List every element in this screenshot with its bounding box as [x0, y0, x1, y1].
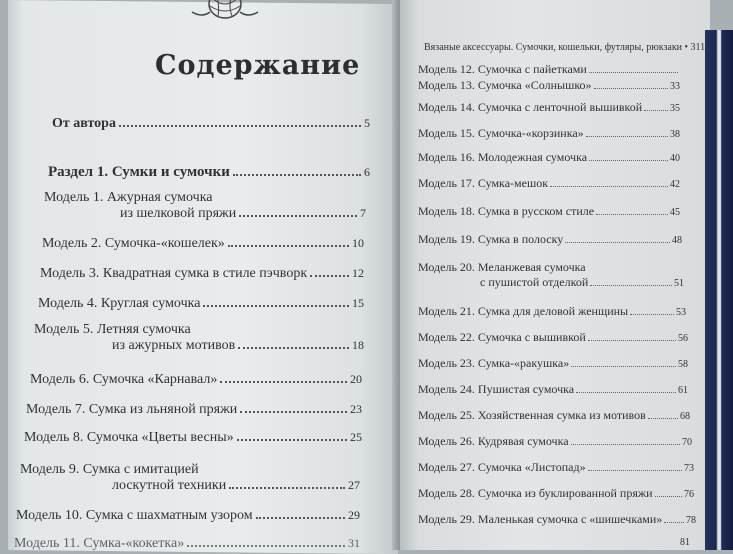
toc-label: Модель 25. Хозяйственная сумка из мотивов — [418, 408, 646, 422]
running-header: Вязаные аксессуары. Сумочки, кошельки, футляры, рюкзаки • 311 — [424, 42, 706, 53]
toc-entry — [38, 296, 364, 312]
toc-page: 12 — [352, 266, 364, 280]
toc-entry — [418, 176, 680, 191]
toc-page: 61 — [678, 385, 688, 396]
toc-label: Модель 3. Квадратная сумка в стиле пэчворк — [40, 266, 308, 281]
toc-page: 35 — [670, 103, 680, 114]
toc-page-trailing — [640, 534, 690, 549]
toc-label: Модель 5. Летняя сумочка — [34, 322, 191, 337]
toc-label: Модель 15. Сумочка-«корзинка» — [418, 126, 584, 140]
toc-page: 58 — [678, 359, 688, 370]
toc-entry — [48, 164, 370, 181]
book-cover-edge — [705, 30, 733, 550]
toc-entry — [418, 408, 690, 423]
toc-label: Модель 27. Сумочка «Листопад» — [418, 460, 586, 474]
toc-label: Модель 11. Сумка-«кокетка» — [14, 536, 185, 551]
toc-entry — [418, 78, 680, 93]
toc-label: Модель 7. Сумка из льняной пряжи — [26, 402, 238, 417]
toc-entry — [418, 330, 688, 345]
toc-label: Модель 13. Сумочка «Солнышко» — [418, 78, 592, 92]
yarn-ball-ornament-icon — [190, 0, 260, 20]
toc-page: 45 — [670, 207, 680, 218]
toc-label: Модель 4. Круглая сумочка — [38, 296, 201, 311]
toc-label-cont: из ажурных мотивов — [112, 338, 236, 353]
toc-page: 5 — [364, 116, 370, 130]
toc-label: Модель 16. Молодежная сумочка — [418, 150, 588, 164]
toc-entry — [34, 322, 364, 354]
toc-label: Модель 9. Сумка с имитацией — [20, 462, 199, 477]
toc-page: 15 — [352, 296, 364, 310]
toc-entry — [26, 402, 362, 418]
toc-page: 7 — [360, 206, 366, 220]
toc-entry — [40, 266, 364, 282]
toc-label: Модель 26. Кудрявая сумочка — [418, 434, 569, 448]
toc-page: 33 — [670, 81, 680, 92]
toc-label: Модель 17. Сумка-мешок — [418, 176, 549, 190]
toc-entry — [16, 508, 360, 524]
toc-label: Модель 10. Сумка с шахматным узором — [16, 508, 253, 523]
toc-entry — [42, 236, 364, 252]
toc-entry — [44, 190, 366, 222]
toc-entry — [418, 356, 688, 371]
toc-label: Модель 18. Сумка в русском стиле — [418, 204, 595, 218]
toc-entry — [418, 512, 696, 527]
toc-label: Модель 2. Сумочка-«кошелек» — [42, 236, 225, 251]
toc-label: Модель 21. Сумка для деловой женщины — [418, 304, 629, 318]
toc-page: 78 — [686, 515, 696, 526]
toc-label: Модель 8. Сумочка «Цветы весны» — [24, 430, 234, 445]
toc-page: 38 — [670, 129, 680, 140]
toc-label: Модель 24. Пушистая сумочка — [418, 382, 575, 396]
toc-entry — [418, 204, 680, 219]
toc-page: 76 — [684, 489, 694, 500]
toc-page: 56 — [678, 333, 688, 344]
toc-title: Содержание — [155, 50, 361, 81]
toc-entry — [418, 100, 680, 115]
toc-entry — [418, 460, 694, 475]
toc-entry — [418, 434, 692, 449]
toc-label: От автора — [52, 116, 116, 131]
toc-page: 10 — [352, 236, 364, 250]
toc-page: 20 — [350, 372, 362, 386]
toc-entry — [418, 486, 694, 501]
toc-page: 53 — [676, 307, 686, 318]
toc-entry — [418, 232, 682, 247]
toc-label-cont: лоскутной техники — [112, 478, 227, 493]
toc-page: 70 — [682, 437, 692, 448]
toc-label: Модель 14. Сумочка с ленточной вышивкой — [418, 100, 643, 114]
toc-page: 48 — [672, 235, 682, 246]
toc-page: 51 — [674, 278, 684, 289]
toc-label: Модель 19. Сумка в полоску — [418, 232, 564, 246]
toc-entry — [418, 382, 688, 397]
toc-label: Раздел 1. Сумки и сумочки — [48, 164, 230, 180]
toc-page: 42 — [670, 179, 680, 190]
toc-page: 29 — [348, 508, 360, 522]
toc-page: 18 — [352, 338, 364, 352]
toc-entry — [418, 62, 680, 77]
toc-label: Модель 22. Сумочка с вышивкой — [418, 330, 586, 344]
toc-label: Модель 28. Сумочка из буклированной пряжи — [418, 486, 653, 500]
toc-page: 81 — [680, 537, 690, 548]
toc-page: 27 — [348, 478, 360, 492]
toc-page: 40 — [670, 153, 680, 164]
toc-entry — [30, 372, 362, 388]
toc-label: Модель 12. Сумочка с пайетками — [418, 62, 587, 76]
toc-page: 25 — [350, 430, 362, 444]
toc-label: Модель 29. Маленькая сумочка с «шишечками» — [418, 512, 663, 526]
toc-entry — [20, 462, 360, 494]
toc-entry — [24, 430, 362, 446]
toc-entry — [52, 116, 370, 132]
toc-label-cont: из шелковой пряжи — [120, 206, 237, 221]
toc-entry — [418, 260, 684, 290]
toc-entry — [418, 150, 680, 165]
toc-page: 68 — [680, 411, 690, 422]
toc-label: Модель 23. Сумка-«ракушка» — [418, 356, 570, 370]
toc-entry — [418, 304, 686, 319]
toc-label-cont: с пушистой отделкой — [480, 275, 589, 289]
toc-label: Модель 20. Меланжевая сумочка — [418, 260, 586, 274]
toc-page: 31 — [348, 536, 360, 550]
toc-page: 73 — [684, 463, 694, 474]
toc-label: Модель 1. Ажурная сумочка — [44, 190, 213, 205]
toc-entry — [418, 126, 680, 141]
toc-page: 6 — [364, 165, 370, 179]
toc-page: 23 — [350, 402, 362, 416]
toc-label: Модель 6. Сумочка «Карнавал» — [30, 372, 218, 387]
